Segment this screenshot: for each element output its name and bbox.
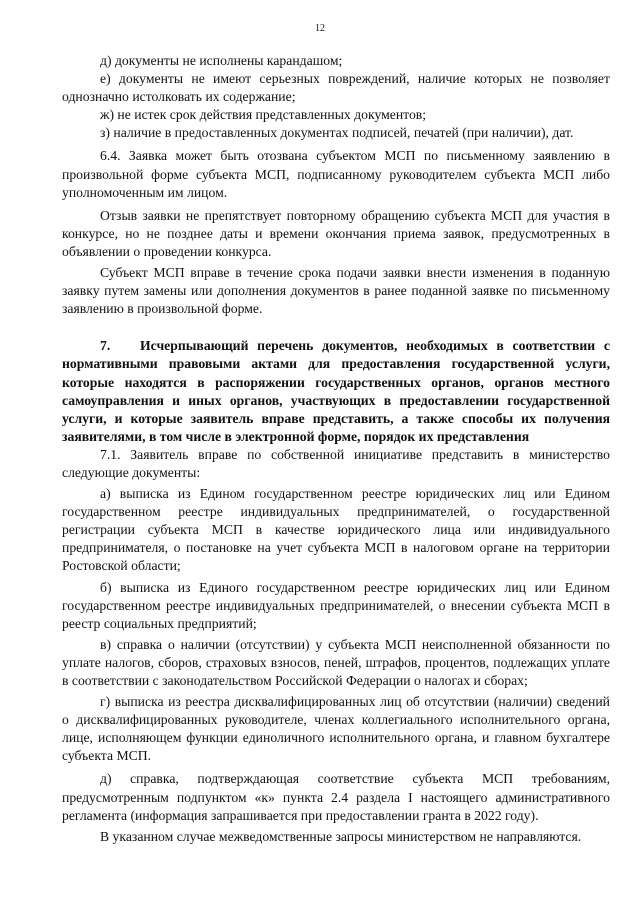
list-item-e: е) документы не имеют серьезных повреждений, наличие которых не позволяет однозначно истолковать их содержание; <box>62 71 610 105</box>
list-item-v: в) справка о наличии (отсутствии) у субъекта МСП неисполненной обязанности по уплате налогов, сборов, страховых взносов, пеней, штрафов, процентов, подлежащих уплате в соответствии с законодательством Российской Федерации о налогах и сборах; <box>62 636 610 688</box>
section-heading <box>62 337 610 446</box>
paragraph-7-1: 7.1. Заявитель вправе по собственной инициативе представить в министерство следующие документы: <box>62 446 610 480</box>
list-item-b: б) выписка из Единого государственном реестре юридических лиц или Едином государственном реестре индивидуальных предпринимателей, о внесении субъекта МСП в реестр социальных предприятий; <box>62 579 610 631</box>
section-title: Исчерпывающий перечень документов, необходимых в соответствии с нормативными правовыми актами для предоставления государственной услуги, которые находятся в распоряжении государственных органов, органов местного самоуправления и иных органов, участвующих в предоставлении государственной услуги, и которые заявитель вправе представить, а также способы их получения заявителями, в том числе в электронной форме, порядок их представления <box>62 338 610 444</box>
list-item-d: д) документы не исполнены карандашом; <box>100 53 343 68</box>
section-number: 7. <box>100 338 111 354</box>
list-item-g: г) выписка из реестра дисквалифицированных лиц об отсутствии (наличии) сведений о дисквалифицированных руководителе, членах коллегиального исполнительного органа, лице, исполняющем функции единоличного исполнительного органа, и главном бухгалтере субъекта МСП. <box>62 694 610 764</box>
page-number: 12 <box>315 23 325 34</box>
document-body <box>62 52 610 846</box>
list-item-z: з) наличие в предоставленных документах подписей, печатей (при наличии), дат. <box>100 125 574 141</box>
paragraph-6-4: 6.4. Заявка может быть отозвана субъектом МСП по письменному заявлению в произвольной форме субъекта МСП, подписанному руководителем субъекта МСП либо уполномоченным им лицом. <box>62 148 610 200</box>
list-item-a: а) выписка из Едином государственном реестре юридических лиц или Едином государственном реестре индивидуальных предпринимателей, о государственной регистрации субъекта МСП в качестве юридического лица или индивидуального предпринимателя, о постановке на учет субъекта МСП в налоговом органе на территории Ростовской области; <box>62 486 610 574</box>
list-item-zh: ж) не истек срок действия представленных документов; <box>100 107 427 123</box>
paragraph-withdrawal: Отзыв заявки не препятствует повторному обращению субъекта МСП для участия в конкурсе, но не позднее даты и времени окончания приема заявок, предусмотренных в объявлении о проведении конкурса. <box>62 207 610 259</box>
paragraph-changes: Субъект МСП вправе в течение срока подачи заявки внести изменения в поданную заявку путем замены или дополнения документов в ранее поданной заявке по письменному заявлению в произвольной форме. <box>62 265 610 317</box>
paragraph-final: В указанном случае межведомственные запросы министерством не направляются. <box>100 828 582 844</box>
list-item-d2: д) справка, подтверждающая соответствие субъекта МСП требованиям, предусмотренным подпунктом «к» пункта 2.4 раздела I настоящего административного регламента (информация запрашивается при предоставлении гранта в 2022 году). <box>62 771 610 823</box>
